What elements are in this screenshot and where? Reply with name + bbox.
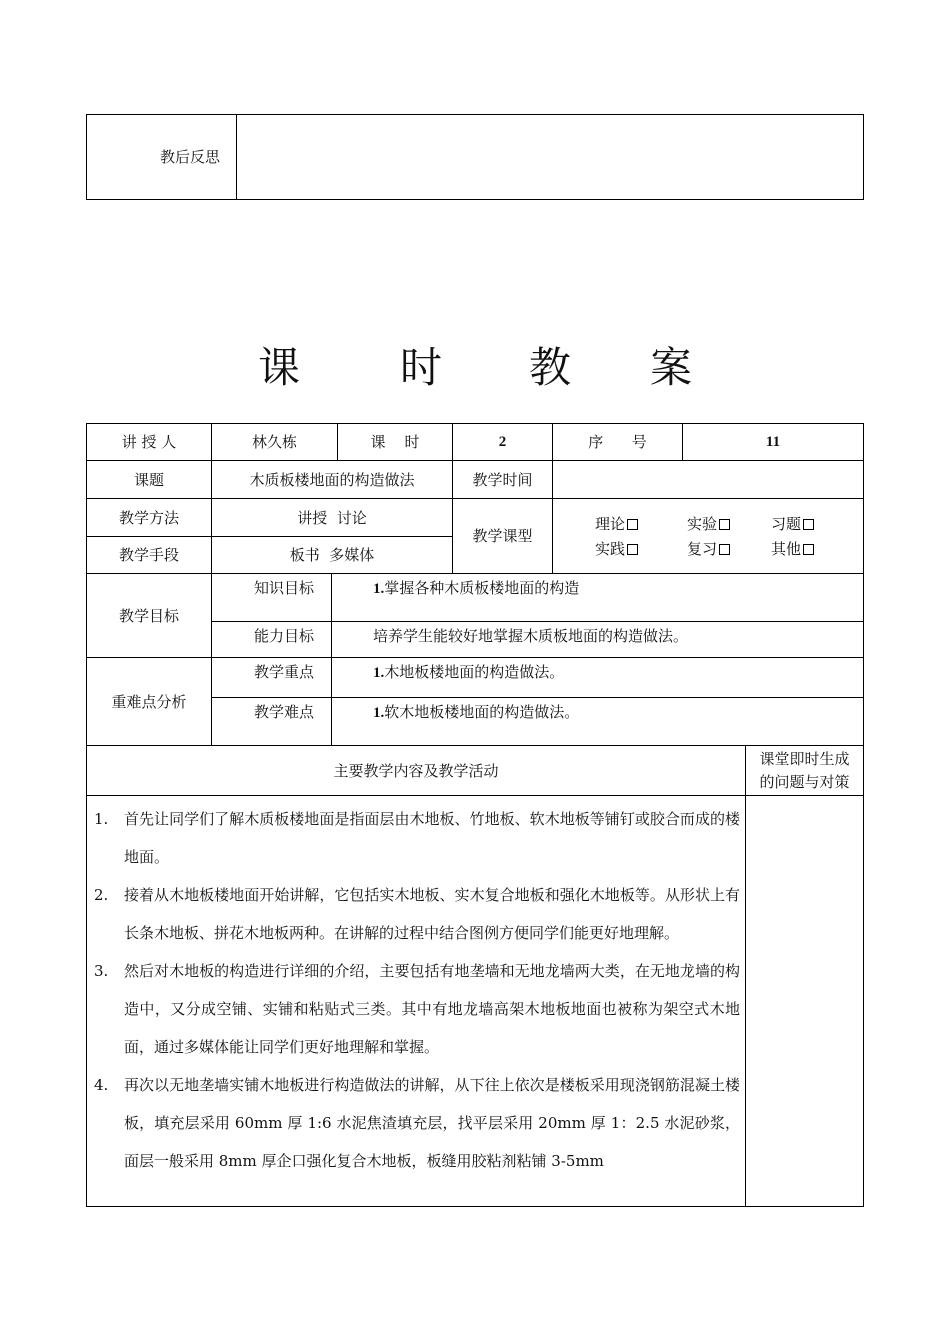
list-item-text: 再次以无地垄墙实铺木地板进行构造做法的讲解，从下往上依次是楼板采用现浇钢筋混凝土楼板，填充层采用 60mm 厚 1:6 水泥焦渣填充层，找平层采用 20mm 厚 1：2.5 水泥砂浆，面层一般采用 8mm 厚企口强化复合木地板，板缝用胶粘剂粘铺 3-5mm xyxy=(124,1076,740,1170)
type-option-label: 实践 xyxy=(595,540,626,558)
type-option-review[interactable] xyxy=(687,539,730,559)
content-list xyxy=(94,800,740,1180)
checkbox-icon xyxy=(803,519,814,530)
type-option-exercise[interactable] xyxy=(771,514,814,534)
list-item xyxy=(94,800,740,876)
type-option-label: 实验 xyxy=(687,515,718,533)
seq-label: 序 号 xyxy=(588,433,647,451)
difficulty-text: 软木地板楼地面的构造做法。 xyxy=(384,703,580,721)
key-point-value xyxy=(373,662,564,683)
type-option-label: 习题 xyxy=(771,515,802,533)
topic-label: 课题 xyxy=(133,470,164,489)
type-option-other[interactable] xyxy=(771,539,814,559)
knowledge-text: 掌握各种木质板楼地面的构造 xyxy=(384,579,580,597)
objectives-label: 教学目标 xyxy=(118,606,179,625)
topic-value: 木质板楼地面的构造做法 xyxy=(249,470,415,489)
list-item-number: 4. xyxy=(94,1076,109,1094)
method-value: 讲授 讨论 xyxy=(297,508,367,527)
key-point-num: 1. xyxy=(373,665,385,681)
means-value: 板书 多媒体 xyxy=(289,546,375,564)
page-title xyxy=(0,340,950,396)
type-option-label: 其他 xyxy=(771,540,802,558)
time-label: 教学时间 xyxy=(472,470,533,489)
type-option-label: 复习 xyxy=(687,540,718,558)
hours-label: 课 时 xyxy=(370,433,420,451)
lecturer-label: 讲 授 人 xyxy=(121,433,177,451)
checkbox-icon xyxy=(803,544,814,555)
checkbox-icon xyxy=(627,544,638,555)
seq-value: 11 xyxy=(765,434,781,450)
checkbox-icon xyxy=(627,519,638,530)
list-item-number: 3. xyxy=(94,962,109,980)
type-option-theory[interactable] xyxy=(595,514,638,534)
time-value[interactable] xyxy=(553,461,863,498)
reflection-label: 教后反思 xyxy=(160,148,221,166)
list-item xyxy=(94,952,740,1066)
difficulty-num: 1. xyxy=(373,705,385,721)
type-option-practice[interactable] xyxy=(595,539,638,559)
side-notes-cell[interactable] xyxy=(746,796,863,1206)
lecturer-value: 林久栋 xyxy=(251,433,297,451)
title-char-4: 案 xyxy=(650,343,693,392)
side-header-line2: 的问题与对策 xyxy=(759,773,850,791)
reflection-content[interactable] xyxy=(237,115,863,199)
hours-value: 2 xyxy=(498,434,507,450)
knowledge-num: 1. xyxy=(373,581,385,597)
analysis-label: 重难点分析 xyxy=(111,692,187,711)
ability-label: 能力目标 xyxy=(254,627,315,645)
means-label: 教学手段 xyxy=(118,546,179,564)
type-option-label: 理论 xyxy=(595,515,626,533)
difficulty-label: 教学难点 xyxy=(254,703,315,721)
list-item-number: 2. xyxy=(94,886,109,904)
side-header-line1: 课堂即时生成 xyxy=(759,750,850,768)
list-item xyxy=(94,1066,740,1180)
key-point-text: 木地板楼地面的构造做法。 xyxy=(384,663,565,681)
knowledge-value xyxy=(373,578,579,599)
ability-value: 培养学生能较好地掌握木质板地面的构造做法。 xyxy=(373,627,689,645)
difficulty-value xyxy=(373,702,579,723)
title-char-2: 时 xyxy=(400,343,443,392)
key-point-label: 教学重点 xyxy=(254,663,315,681)
title-char-1: 课 xyxy=(258,343,301,392)
list-item xyxy=(94,876,740,952)
checkbox-icon xyxy=(719,544,730,555)
knowledge-label: 知识目标 xyxy=(254,579,315,597)
type-option-experiment[interactable] xyxy=(687,514,730,534)
title-char-3: 教 xyxy=(529,343,572,392)
list-item-text: 接着从木地板楼地面开始讲解，它包括实木地板、实木复合地板和强化木地板等。从形状上有长条木地板、拼花木地板两种。在讲解的过程中结合图例方便同学们能更好地理解。 xyxy=(124,886,740,942)
list-item-number: 1. xyxy=(94,810,109,828)
checkbox-icon xyxy=(719,519,730,530)
list-item-text: 首先让同学们了解木质板楼地面是指面层由木地板、竹地板、软木地板等铺钉或胶合而成的楼地面。 xyxy=(124,810,740,866)
content-header: 主要教学内容及教学活动 xyxy=(333,761,499,780)
type-label: 教学课型 xyxy=(472,527,533,545)
list-item-text: 然后对木地板的构造进行详细的介绍，主要包括有地垄墙和无地龙墙两大类，在无地龙墙的构造中，又分成空铺、实铺和粘贴式三类。其中有地龙墙高架木地板地面也被称为架空式木地面，通过多媒体能让同学们更好地理解和掌握。 xyxy=(124,962,740,1056)
method-label: 教学方法 xyxy=(118,508,179,527)
side-header xyxy=(746,748,863,794)
